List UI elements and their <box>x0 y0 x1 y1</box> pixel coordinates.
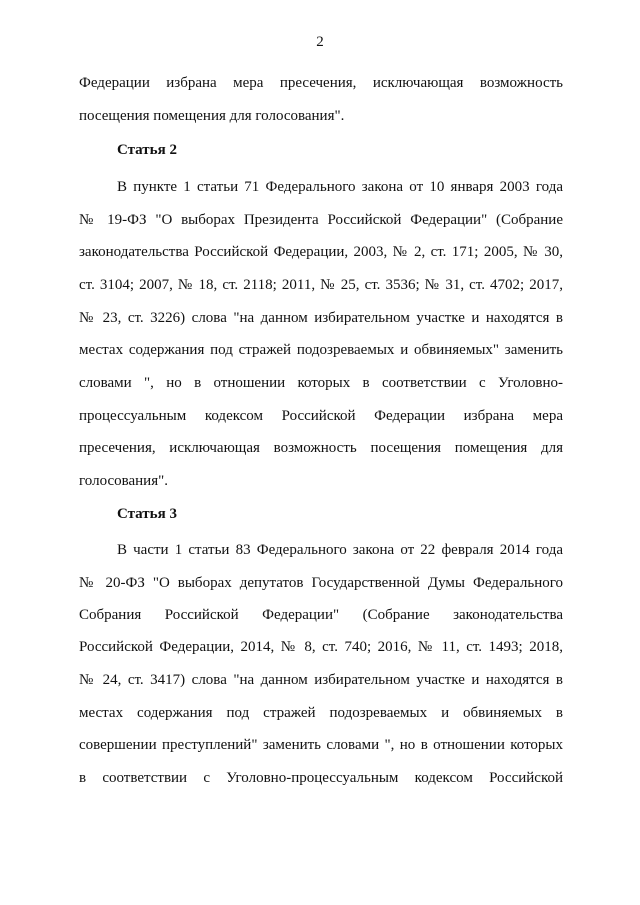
text-line: Собрания Российской Федерации" (Собрание законодательства <box>79 607 563 623</box>
text-line: голосования". <box>79 473 168 489</box>
text-line: В части 1 статьи 83 Федерального закона от 22 февраля 2014 года <box>117 542 563 558</box>
text-line: местах содержания под стражей подозреваемых и обвиняемых" заменить <box>79 342 563 358</box>
text-line: посещения помещения для голосования". <box>79 108 345 124</box>
text-line: ст. 3104; 2007, № 18, ст. 2118; 2011, № 25, ст. 3536; № 31, ст. 4702; 2017, <box>79 277 563 293</box>
text-line: законодательства Российской Федерации, 2003, № 2, ст. 171; 2005, № 30, <box>79 244 563 260</box>
text-line: В пункте 1 статьи 71 Федерального закона от 10 января 2003 года <box>117 179 563 195</box>
text-line: № 20-ФЗ "О выборах депутатов Государственной Думы Федерального <box>79 575 563 591</box>
text-line: № 23, ст. 3226) слова "на данном избирательном участке и находятся в <box>79 310 563 326</box>
article-heading: Статья 2 <box>117 142 177 158</box>
article-heading: Статья 3 <box>117 506 177 522</box>
text-line: совершении преступлений" заменить словами ", но в отношении которых <box>79 737 563 753</box>
text-line: Российской Федерации, 2014, № 8, ст. 740; 2016, № 11, ст. 1493; 2018, <box>79 639 563 655</box>
text-line: № 19-ФЗ "О выборах Президента Российской Федерации" (Собрание <box>79 212 563 228</box>
text-line: местах содержания под стражей подозреваемых и обвиняемых в <box>79 705 563 721</box>
text-line: словами ", но в отношении которых в соответствии с Уголовно- <box>79 375 563 391</box>
text-line: пресечения, исключающая возможность посещения помещения для <box>79 440 563 456</box>
page-number: 2 <box>316 34 324 50</box>
text-line: процессуальным кодексом Российской Федерации избрана мера <box>79 408 563 424</box>
text-line: Федерации избрана мера пресечения, исключающая возможность <box>79 75 563 91</box>
text-line: в соответствии с Уголовно-процессуальным кодексом Российской <box>79 770 563 786</box>
text-line: № 24, ст. 3417) слова "на данном избирательном участке и находятся в <box>79 672 563 688</box>
